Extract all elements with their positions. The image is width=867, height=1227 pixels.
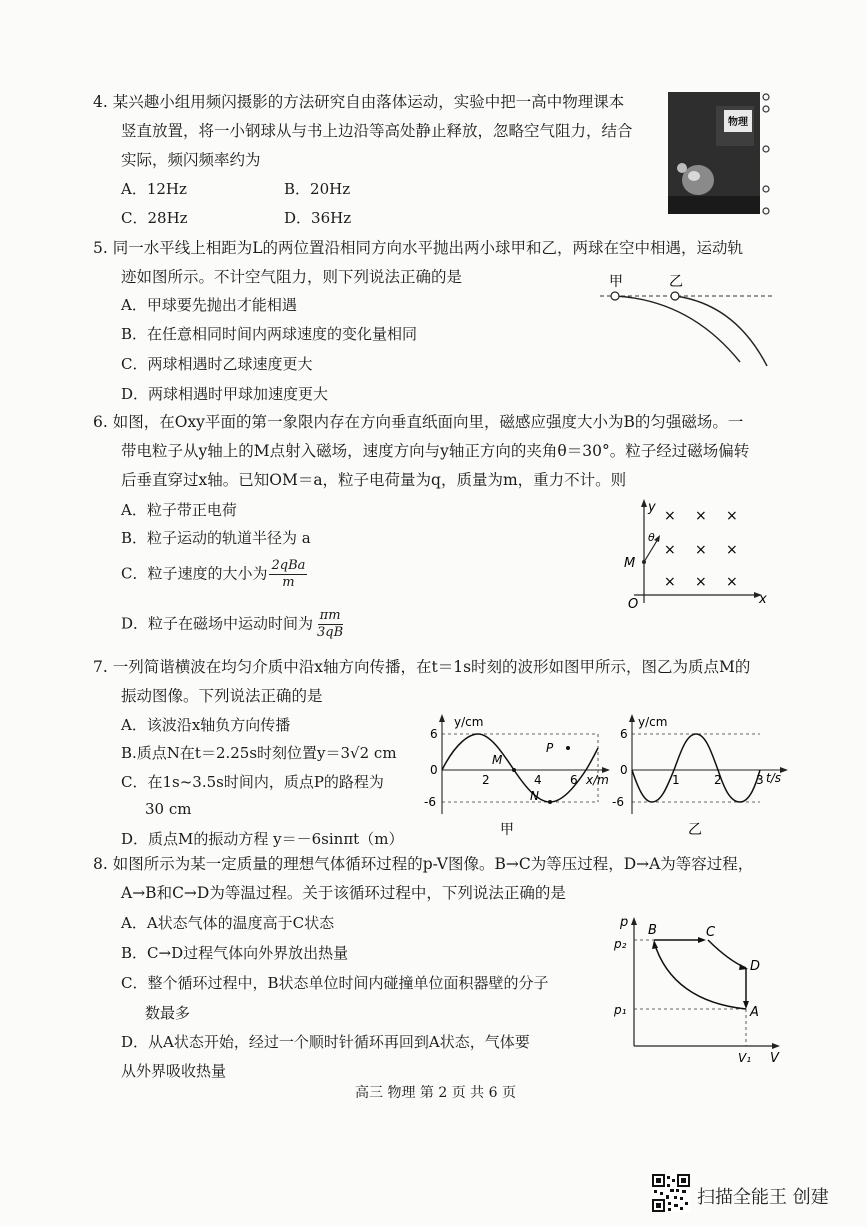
q7-option-a: A．该波沿x轴负方向传播 (121, 716, 291, 734)
q6-option-c-fraction (269, 558, 307, 591)
ball-yi (671, 292, 679, 300)
vib-tick-y-0: 0 (620, 763, 628, 777)
q4-line2: 竖直放置，将一小钢球从与书上边沿等高处静止释放，忽略空气阻力，结合 (121, 122, 633, 140)
q8-option-d-2: 从外界吸收热量 (121, 1062, 227, 1080)
q7-wave-figure-jia (420, 712, 615, 842)
q6-option-d-fraction (315, 608, 345, 641)
q5-option-b: B．在任意相同时间内两球速度的变化量相同 (121, 325, 418, 343)
q8-line2: A→B和C→D为等温过程。关于该循环过程中，下列说法正确的是 (121, 884, 566, 902)
state-c: C (706, 925, 716, 940)
q4-option-a: A．12Hz (121, 180, 187, 198)
q8-text-1: 如图所示为某一定质量的理想气体循环过程的p-V图像。B→C为等压过程，D→A为等容过程， (112, 855, 754, 873)
wave-tick-y-6: 6 (430, 727, 438, 741)
state-a: A (750, 1005, 759, 1020)
scanner-watermark: 扫描全能王 创建 (697, 1187, 829, 1208)
wave-tick-y-neg6: -6 (424, 795, 436, 809)
field-cross-3: × (726, 508, 738, 524)
q8-pv-figure (608, 912, 788, 1072)
wave-tick-x-4: 4 (534, 773, 542, 787)
q6-d-numerator: πm (319, 608, 341, 623)
vib-tick-x-2: 2 (714, 773, 722, 787)
vib-tick-x-1: 1 (672, 773, 680, 787)
vib-tick-y-neg6: -6 (612, 795, 624, 809)
q7-option-b: B.质点N在t＝2.25s时刻位置y＝3√2 cm (121, 744, 397, 762)
binding-holes (762, 93, 772, 222)
q4-number: 4. (93, 93, 108, 111)
q8-number: 8. (93, 855, 108, 873)
q6-option-c-text: C．粒子速度的大小为 (121, 564, 268, 583)
q6-line1 (93, 410, 743, 432)
q6-c-numerator: 2qBa (271, 558, 306, 573)
q7-number: 7. (93, 658, 108, 676)
label-yi: 乙 (669, 274, 683, 290)
q8-option-c-1: C．整个循环过程中，B状态单位时间内碰撞单位面积器壁的分子 (121, 974, 549, 992)
state-d: D (750, 959, 761, 974)
q6-c-denominator: m (282, 575, 295, 590)
theta-label: θ (648, 531, 655, 544)
q5-text-1: 同一水平线上相距为L的两位置沿相同方向水平抛出两小球甲和乙，两球在空中相遇，运动轨 (112, 239, 744, 257)
book-photo-image (668, 92, 760, 214)
q4-text-1: 某兴趣小组用频闪摄影的方法研究自由落体运动，实验中把一高中物理课本 (112, 93, 625, 111)
q7-option-c-2: 30 cm (145, 800, 192, 818)
pv-axis-p: p (620, 915, 629, 930)
q8-option-a: A．A状态气体的温度高于C状态 (121, 914, 335, 932)
q8-line1 (93, 852, 753, 874)
q7-option-d: D．质点M的振动方程 y＝－6sinπt（m） (121, 830, 404, 848)
book-title-text: 物理 (728, 117, 748, 128)
q5-option-d: D．两球相遇时甲球加速度更大 (121, 385, 329, 403)
q4-line3: 实际，频闪频率约为 (121, 151, 261, 169)
pv-p2-label: p₂ (614, 937, 627, 951)
state-b: B (648, 923, 657, 938)
q7-option-c-1: C．在1s~3.5s时间内，质点P的路程为 (121, 773, 384, 791)
field-cross-7: × (664, 574, 676, 590)
origin-label: O (628, 597, 639, 612)
wave-xlabel: x/m (586, 773, 609, 787)
label-jia: 甲 (609, 274, 623, 290)
wave-tick-x-6: 6 (570, 773, 578, 787)
field-cross-8: × (695, 574, 707, 590)
q6-option-a: A．粒子带正电荷 (121, 501, 237, 519)
q5-option-a: A．甲球要先抛出才能相遇 (121, 296, 297, 314)
vib-ylabel: y/cm (638, 715, 668, 729)
book-photo (668, 92, 760, 214)
q7-text-1: 一列简谐横波在均匀介质中沿x轴方向传播，在t＝1s时刻的波形如图甲所示，图乙为质点M的 (112, 658, 751, 676)
q5-trajectory-figure (595, 270, 780, 375)
field-cross-9: × (726, 574, 738, 590)
field-cross-4: × (664, 542, 676, 558)
q6-option-c (121, 558, 307, 591)
field-cross-6: × (726, 542, 738, 558)
q8-option-c-2: 数最多 (145, 1004, 191, 1022)
q6-text-1: 如图，在Oxy平面的第一象限内存在方向垂直纸面向里，磁感应强度大小为B的匀强磁场。一 (112, 413, 744, 431)
vib-tick-x-3: 3 (756, 773, 764, 787)
field-cross-1: × (664, 508, 676, 524)
pv-v1-label: V₁ (738, 1051, 752, 1065)
q7-line2: 振动图像。下列说法正确的是 (121, 687, 323, 705)
axis-y-label: y (648, 500, 656, 515)
q4-option-b: B．20Hz (284, 180, 351, 198)
q5-number: 5. (93, 239, 108, 257)
q5-option-c: C．两球相遇时乙球速度更大 (121, 355, 313, 373)
page-footer: 高三 物理 第 2 页 共 6 页 (355, 1085, 516, 1101)
point-m: M (492, 753, 503, 767)
q4-option-d: D．36Hz (284, 209, 352, 227)
point-m-label: M (624, 556, 636, 571)
q6-magnetic-field-figure (620, 495, 770, 615)
q6-number: 6. (93, 413, 108, 431)
q6-d-denominator: 3qB (317, 625, 344, 640)
q6-option-b: B．粒子运动的轨道半径为 a (121, 529, 311, 547)
qr-code-icon (652, 1174, 690, 1212)
q4-option-c: C．28Hz (121, 209, 188, 227)
wave-ylabel: y/cm (454, 715, 484, 729)
vib-xlabel: t/s (766, 771, 781, 785)
pv-axis-v: V (770, 1051, 779, 1066)
q6-option-d (121, 608, 345, 641)
caption-jia: 甲 (500, 822, 514, 838)
q8-option-b: B．C→D过程气体向外界放出热量 (121, 944, 349, 962)
point-p: P (546, 741, 554, 755)
caption-yi: 乙 (688, 822, 702, 838)
q4-line1 (93, 90, 624, 112)
field-cross-2: × (695, 508, 707, 524)
ball-jia (611, 292, 619, 300)
vib-tick-y-6: 6 (620, 727, 628, 741)
field-cross-5: × (695, 542, 707, 558)
q8-option-d-1: D．从A状态开始，经过一个顺时针循环再回到A状态，气体要 (121, 1033, 530, 1051)
q6-line2: 带电粒子从y轴上的M点射入磁场，速度方向与y轴正方向的夹角θ＝30°。粒子经过磁场偏转 (121, 442, 750, 460)
axis-x-label: x (759, 592, 767, 607)
q6-line3: 后垂直穿过x轴。已知OM＝a，粒子电荷量为q，质量为m，重力不计。则 (121, 471, 627, 489)
q6-option-d-text: D．粒子在磁场中运动时间为 (121, 614, 314, 633)
q7-line1 (93, 655, 750, 677)
wave-tick-x-2: 2 (482, 773, 490, 787)
point-n: N (530, 789, 539, 803)
pv-p1-label: p₁ (614, 1003, 627, 1017)
q5-line2: 迹如图所示。不计空气阻力，则下列说法正确的是 (121, 268, 463, 286)
wave-tick-y-0: 0 (430, 763, 438, 777)
q5-line1 (93, 236, 743, 258)
q7-vibration-figure-yi (610, 712, 795, 842)
